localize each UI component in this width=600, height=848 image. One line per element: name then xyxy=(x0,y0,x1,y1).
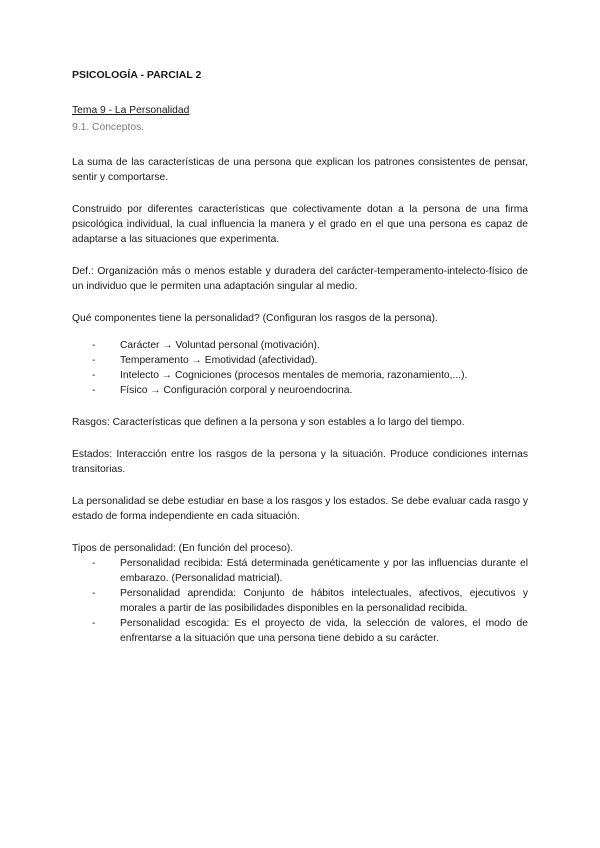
document-title: PSICOLOGÍA - PARCIAL 2 xyxy=(72,69,202,81)
paragraph-estados: Estados: Interacción entre los rasgos de la persona y la situación. Produce condiciones internas transitorias. xyxy=(72,449,528,475)
list-item: - Personalidad aprendida: Conjunto de hábitos intelectuales, afectivos, ejecutivos y morales a partir de las posibilidades disponibles en la personalidad recibida. xyxy=(92,586,528,616)
paragraph-types-intro: Tipos de personalidad: (En función del proceso). xyxy=(72,543,294,554)
list-item: - Carácter → Voluntad personal (motivación). xyxy=(92,338,528,353)
document-body xyxy=(72,68,528,646)
subsection-heading: 9.1. Conceptos. xyxy=(72,122,145,133)
topic-heading: Tema 9 - La Personalidad xyxy=(72,105,190,116)
paragraph-definition-2: Construido por diferentes características que colectivamente dotan a la persona de una firma psicológica individual, la cual influencia la manera y el grado en el que una persona es capaz de adaptarse a las situaciones que experimenta. xyxy=(72,204,528,245)
list-item: - Intelecto → Cogniciones (procesos mentales de memoria, razonamiento,...). xyxy=(92,368,528,383)
paragraph-study: La personalidad se debe estudiar en base a los rasgos y los estados. Se debe evaluar cada rasgo y estado de forma independiente en cada situación. xyxy=(72,496,528,522)
components-list xyxy=(72,338,528,398)
paragraph-components-question: Qué componentes tiene la personalidad? (Configuran los rasgos de la persona). xyxy=(72,313,438,324)
types-list xyxy=(72,556,528,646)
list-item: - Temperamento → Emotividad (afectividad). xyxy=(92,353,528,368)
list-item: - Personalidad escogida: Es el proyecto de vida, la selección de valores, el modo de enfrentarse a la situación que una persona tiene debido a su carácter. xyxy=(92,616,528,646)
paragraph-definition-1: La suma de las características de una persona que explican los patrones consistentes de pensar, sentir y comportarse. xyxy=(72,157,528,183)
paragraph-definition-3: Def.: Organización más o menos estable y duradera del carácter-temperamento-intelecto-físico de un individuo que le permiten una adaptación singular al medio. xyxy=(72,266,528,292)
paragraph-rasgos: Rasgos: Características que definen a la persona y son estables a lo largo del tiempo. xyxy=(72,417,465,428)
list-item: - Físico → Configuración corporal y neuroendocrina. xyxy=(92,383,528,398)
list-item: - Personalidad recibida: Está determinada genéticamente y por las influencias durante el embarazo. (Personalidad matricial). xyxy=(92,556,528,586)
